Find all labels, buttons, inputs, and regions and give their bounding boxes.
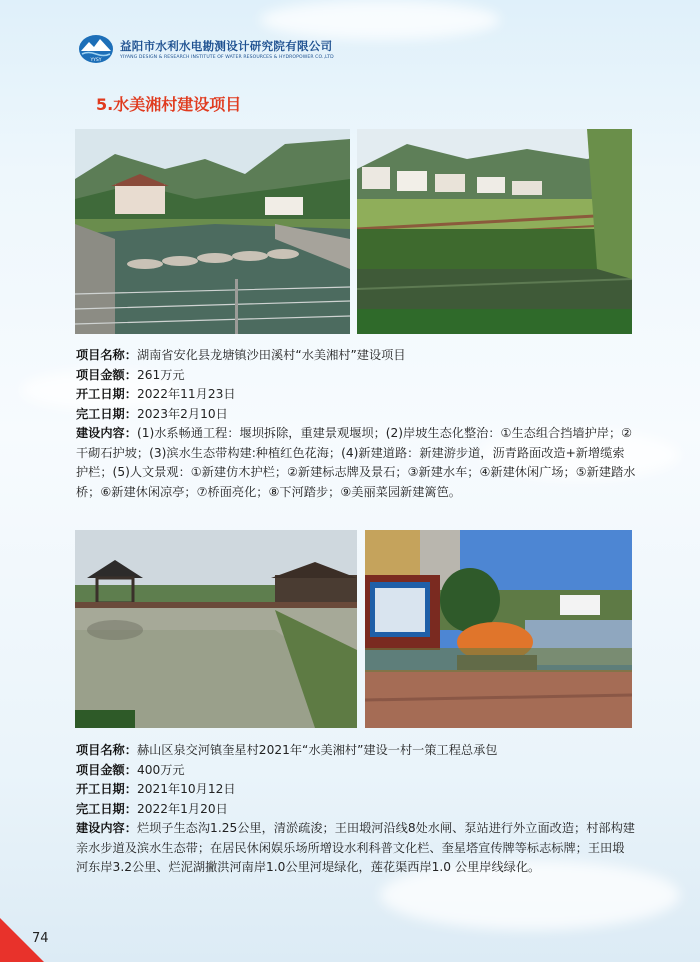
company-logo xyxy=(78,34,114,64)
construction-content: (1)水系畅通工程：堰坝拆除，重建景观堰坝；(2)岸坡生态化整治：①生态组合挡墙护岸；②干砌石护坡；(3)滨水生态带构建:种植红色花海；(4)新建道路：新建游步道，沥青路面改造+新增缆索护栏；(5)人文景观：①新建仿木护栏；②新建标志牌及景石；③新建水车；④新建休闲广场；⑤新建踏水桥；⑥新建休闲凉亭；⑦桥面亮化；⑧下河踏步；⑨美丽菜园新建篱笆。 xyxy=(76,426,636,499)
project-amount: 261万元 xyxy=(136,367,185,382)
project-amount-label: 项目金额： xyxy=(76,762,137,777)
construction-content: 烂坝子生态沟1.25公里，清淤疏浚；王田塅河沿线8处水闸、泵站进行外立面改造；村部构建亲水步道及滨水生态带；在居民休闲娱乐场所增设水利科普文化栏、奎星塔宣传牌等标志标牌；王田塅河东岸3.2公里、烂泥湖撇洪河南岸1.0公里河堤绿化，莲花渠西岸1.0 公里岸线绿化。 xyxy=(76,821,635,874)
page-header xyxy=(78,34,334,64)
section-title: 5.水美湘村建设项目 xyxy=(96,95,242,114)
start-date-label: 开工日期： xyxy=(76,782,137,796)
project-photo-river-weir xyxy=(75,129,350,334)
end-date: 2023年2月10日 xyxy=(136,406,228,421)
project-amount: 400万元 xyxy=(136,762,185,777)
construction-content-label: 建设内容： xyxy=(76,821,137,835)
page-number: 74 xyxy=(32,931,49,946)
end-date-label: 完工日期： xyxy=(76,801,137,816)
project-name: 赫山区泉交河镇奎星村2021年“水美湘村”建设一村一策工程总承包 xyxy=(136,743,498,757)
end-date: 2022年1月20日 xyxy=(136,801,228,816)
logo-text: YYSY xyxy=(90,58,102,63)
project-name-label: 项目名称： xyxy=(76,743,137,757)
project-info-1 xyxy=(76,346,636,502)
project-name: 湖南省安化县龙塘镇沙田溪村“水美湘村”建设项目 xyxy=(136,348,406,362)
end-date-label: 完工日期： xyxy=(76,406,137,421)
project-name-label: 项目名称： xyxy=(76,348,137,362)
start-date: 2021年10月12日 xyxy=(136,782,236,796)
construction-content-label: 建设内容： xyxy=(76,426,137,440)
project-amount-label: 项目金额： xyxy=(76,367,137,382)
project-info-2 xyxy=(76,741,636,878)
organization-name: 益阳市水利水电勘测设计研究院有限公司 xyxy=(120,39,333,53)
start-date-label: 开工日期： xyxy=(76,387,137,401)
organization-name-english: YIYANG DESIGN & RESEARCH INSTITUTE OF WATER RESOURCES & HYDROPOWER CO.,LTD xyxy=(120,55,334,60)
project-photo-pavilion-pond xyxy=(75,530,357,728)
project-photo-village-pond xyxy=(357,129,632,334)
start-date: 2022年11月23日 xyxy=(136,387,236,401)
project-photo-signboard-rock xyxy=(365,530,632,728)
